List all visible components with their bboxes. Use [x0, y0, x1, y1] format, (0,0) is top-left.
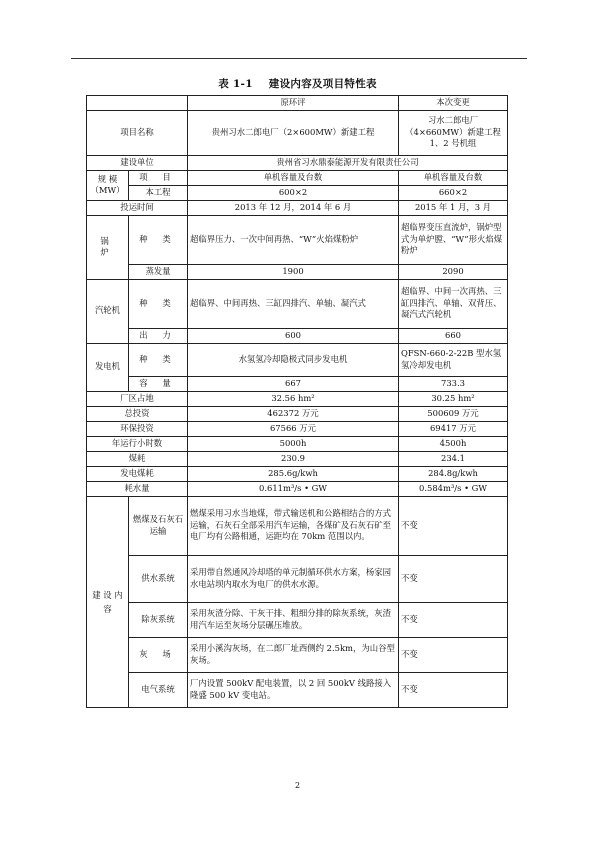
cell-change: 4500h	[399, 436, 508, 451]
cell-change: 2015 年 1 月，3 月	[399, 200, 508, 215]
table-row	[87, 328, 508, 343]
row-label: 厂区占地	[87, 391, 188, 406]
cell-change: 单机容量及台数	[399, 170, 508, 185]
sub-label: 容 量	[129, 376, 188, 391]
table-row	[87, 110, 508, 155]
row-label: 发电煤耗	[87, 466, 188, 481]
table-row	[87, 481, 508, 496]
table-header-row	[87, 96, 508, 111]
table-title-text: 建设内容及项目特性表	[268, 78, 377, 90]
table-row	[87, 170, 508, 185]
cell-change: 30.25 hm²	[399, 391, 508, 406]
table-row	[87, 279, 508, 328]
cell-change: 不变	[399, 555, 508, 602]
cell-original: 67566 万元	[188, 421, 399, 436]
header-rule	[71, 58, 527, 59]
cell-original: 2013 年 12 月，2014 年 6 月	[188, 200, 399, 215]
sub-label: 电气系统	[129, 672, 188, 707]
row-label: 投运时间	[87, 200, 188, 215]
table-row	[87, 406, 508, 421]
header-original: 原环评	[188, 96, 399, 111]
table-row	[87, 376, 508, 391]
sub-label: 蒸发量	[129, 264, 188, 279]
cell-original: 600×2	[188, 185, 399, 200]
sub-label: 出 力	[129, 328, 188, 343]
cell-original: 667	[188, 376, 399, 391]
cell-original: 600	[188, 328, 399, 343]
table-row	[87, 264, 508, 279]
table-row	[87, 637, 508, 672]
table-row	[87, 672, 508, 707]
cell-original: 230.9	[188, 451, 399, 466]
cell-original: 462372 万元	[188, 406, 399, 421]
table-row	[87, 466, 508, 481]
header-blank	[87, 96, 188, 111]
row-label: 项目名称	[87, 110, 188, 155]
cell-change: 69417 万元	[399, 421, 508, 436]
cell-original: 水氢氢冷却隐极式同步发电机	[188, 343, 399, 376]
row-label: 建设单位	[87, 155, 188, 170]
cell-original: 32.56 hm²	[188, 391, 399, 406]
cell-change: 660×2	[399, 185, 508, 200]
cell-original: 285.6g/kwh	[188, 466, 399, 481]
sub-label: 本工程	[129, 185, 188, 200]
sub-label: 项 目	[129, 170, 188, 185]
cell-original: 1900	[188, 264, 399, 279]
table-row	[87, 496, 508, 555]
cell-original: 贵州习水二郎电厂（2×600MW）新建工程	[188, 110, 399, 155]
table-title	[0, 76, 595, 91]
sub-label: 灰 场	[129, 637, 188, 672]
header-change: 本次变更	[399, 96, 508, 111]
project-characteristics-table	[86, 95, 508, 708]
table-row	[87, 200, 508, 215]
row-label: 规 模（MW）	[87, 170, 129, 200]
cell-original: 采用小溪沟灰场，在二郎厂址西侧约 2.5km，为山谷型灰场。	[188, 637, 399, 672]
sub-label: 种 类	[129, 279, 188, 328]
cell-change: 660	[399, 328, 508, 343]
table-row	[87, 602, 508, 637]
table-row	[87, 451, 508, 466]
cell-original: 0.611m³/s • GW	[188, 481, 399, 496]
row-label: 年运行小时数	[87, 436, 188, 451]
row-label: 汽轮机	[87, 279, 129, 343]
row-label: 发电机	[87, 343, 129, 391]
cell-original: 超临界、中间再热、三缸四排汽、单轴、凝汽式	[188, 279, 399, 328]
cell-value: 贵州省习水鼎泰能源开发有限责任公司	[188, 155, 508, 170]
row-label: 耗水量	[87, 481, 188, 496]
table-row	[87, 421, 508, 436]
cell-change: 733.3	[399, 376, 508, 391]
cell-change: 0.584m³/s • GW	[399, 481, 508, 496]
cell-change: 284.8g/kwh	[399, 466, 508, 481]
page-number: 2	[294, 781, 301, 790]
cell-original: 采用带自然通风冷却塔的单元制循环供水方案，杨家园水电站坝内取水为电厂的供水水源。	[188, 555, 399, 602]
table-row	[87, 391, 508, 406]
table-row	[87, 185, 508, 200]
sub-label: 燃煤及石灰石运输	[129, 496, 188, 555]
sub-label: 种 类	[129, 215, 188, 264]
row-label: 煤耗	[87, 451, 188, 466]
cell-original: 单机容量及台数	[188, 170, 399, 185]
sub-label: 除灰系统	[129, 602, 188, 637]
cell-original: 5000h	[188, 436, 399, 451]
sub-label: 种 类	[129, 343, 188, 376]
cell-change: 500609 万元	[399, 406, 508, 421]
cell-original: 采用灰渣分除、干灰干排、粗细分排的除灰系统，灰渣用汽车运至灰场分层碾压堆放。	[188, 602, 399, 637]
cell-change: 超临界变压直流炉，锅炉型式为单炉膛、“W”形火焰煤粉炉	[399, 215, 508, 264]
cell-change: 不变	[399, 637, 508, 672]
cell-change: 不变	[399, 602, 508, 637]
table-row	[87, 555, 508, 602]
cell-change: 不变	[399, 672, 508, 707]
cell-original: 厂内设置 500kV 配电装置，以 2 回 500kV 线路接入隆盛 500 kV 变电站。	[188, 672, 399, 707]
cell-change: 不变	[399, 496, 508, 555]
cell-original: 超临界压力、一次中间再热、“W”火焰煤粉炉	[188, 215, 399, 264]
cell-change: QFSN-660-2-22B 型水氢氢冷却发电机	[399, 343, 508, 376]
cell-change: 习水二郎电厂（4×660MW）新建工程 1、2 号机组	[399, 110, 508, 155]
cell-change: 2090	[399, 264, 508, 279]
row-label: 建 设 内 容	[87, 496, 129, 707]
cell-change: 超临界、中间一次再热、三缸四排汽、单轴、双背压、凝汽式汽轮机	[399, 279, 508, 328]
row-label: 环保投资	[87, 421, 188, 436]
cell-original: 燃煤采用习水当地煤，带式输送机和公路相结合的方式运输，石灰石全部采用汽车运输，各煤矿及石灰石矿至电厂均有公路相通，运距均在 70km 范围以内。	[188, 496, 399, 555]
table-row	[87, 215, 508, 264]
table-row	[87, 436, 508, 451]
table-number: 表 1-1	[218, 78, 253, 90]
table-row	[87, 155, 508, 170]
row-label: 总投资	[87, 406, 188, 421]
table-row	[87, 343, 508, 376]
sub-label: 供水系统	[129, 555, 188, 602]
cell-change: 234.1	[399, 451, 508, 466]
row-label: 锅 炉	[87, 215, 129, 279]
